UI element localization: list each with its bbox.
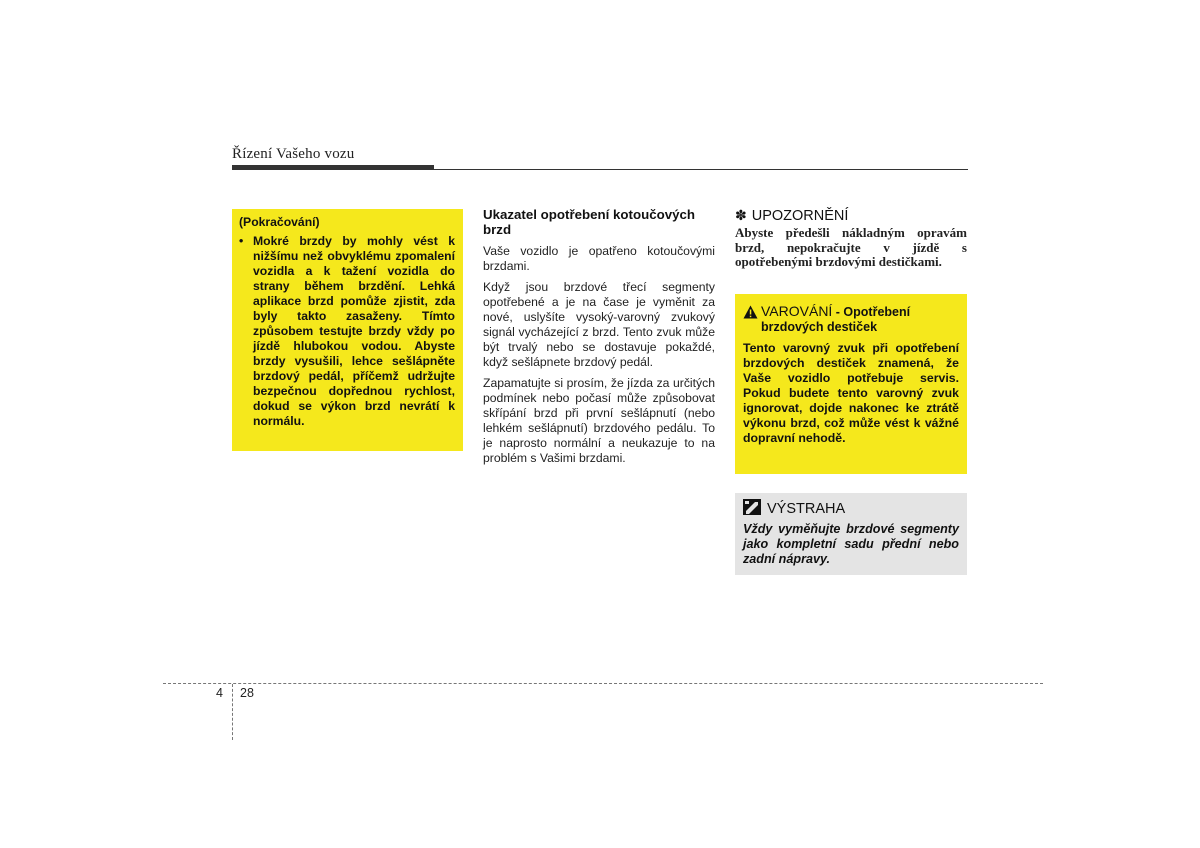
- section-heading: Ukazatel opotřebení kotoučových brzd: [483, 207, 696, 237]
- notice-section: [735, 207, 967, 270]
- warning-heading: [743, 304, 959, 335]
- page-header-title: Řízení Vašeho vozu: [232, 146, 355, 162]
- footer-dashed-rule: [163, 683, 1043, 684]
- page-number: 28: [240, 686, 254, 700]
- section-number: 4: [216, 686, 223, 700]
- footer-vertical-rule: [232, 684, 233, 740]
- bullet-item: [239, 234, 455, 429]
- warning-text: Tento varovný zvuk při opotřebení brzdových destiček znamená, že Vaše vozidlo potřebuje servis. Pokud budete tento varovný zvuk ignorovat, dojde nakonec ke ztrátě výkonu brzd, což může vést k vážné dopravní nehodě.: [743, 341, 959, 445]
- caution-heading: [743, 499, 959, 519]
- continued-warning-box: [232, 209, 463, 451]
- paragraph-2: Když jsou brzdové třecí segmenty opotřebené a je na čase je vyměnit za nové, uslyšíte vysoký-varovný zvukový signál vycházející z brzd. Tento zvuk může být trvalý nebo se dostavuje pokaždé, když sešlápnete brzdový pedál.: [483, 280, 715, 369]
- notice-text: Abyste předešli nákladným opravám brzd, nepokračujte v jízdě s opotřebenými brzdovými destičkami.: [735, 225, 967, 270]
- notice-title: [735, 207, 967, 224]
- caution-label: VÝSTRAHA: [767, 501, 846, 517]
- paragraph-1: Vaše vozidlo je opatřeno kotoučovými brzdami.: [483, 244, 715, 273]
- caution-box: [735, 493, 967, 575]
- warning-box: [735, 294, 967, 474]
- bullet-symbol: •: [239, 234, 244, 248]
- caution-text: Vždy vyměňujte brzdové segmenty jako kompletní sadu přední nebo zadní nápravy.: [743, 522, 959, 566]
- header-rule-thin: [232, 169, 968, 170]
- paragraph-3: Zapamatujte si prosím, že jízda za určitých podmínek nebo počasí může způsobovat skřípání brzd při první sešlápnutí (nebo lehkém sešlápnutí) brzdového pedálu. To je naprosto normální a neukazuje to na problém s Vašimi brzdami.: [483, 376, 715, 465]
- notice-label: UPOZORNĚNÍ: [751, 207, 849, 224]
- asterisk-icon: ✽: [735, 207, 747, 223]
- warning-triangle-icon: [743, 305, 761, 323]
- brake-wear-section: [483, 207, 715, 472]
- bullet-text: Mokré brzdy by mohly vést k nižšímu než obvyklému zpomalení vozidla a k tažení vozidla do strany během brzdění. Lehká aplikace brzd pomůže zjistit, zda byly takto zasaženy. Tímto způsobem testujte brzdy vždy po jízdě hlubokou vodou. Abyste brzdy vysušili, lehce sešlápněte brzdový pedál, příčemž udržujte bezpečnou dopřednou rychlost, dokud se výkon brzd nevrátí k normálu.: [253, 234, 455, 428]
- caution-wrench-icon: [743, 499, 767, 519]
- continued-label: (Pokračování): [239, 215, 320, 229]
- warning-subtitle: - Opotřebení brzdových destiček: [761, 305, 911, 334]
- warning-label: VAROVÁNÍ: [761, 303, 833, 319]
